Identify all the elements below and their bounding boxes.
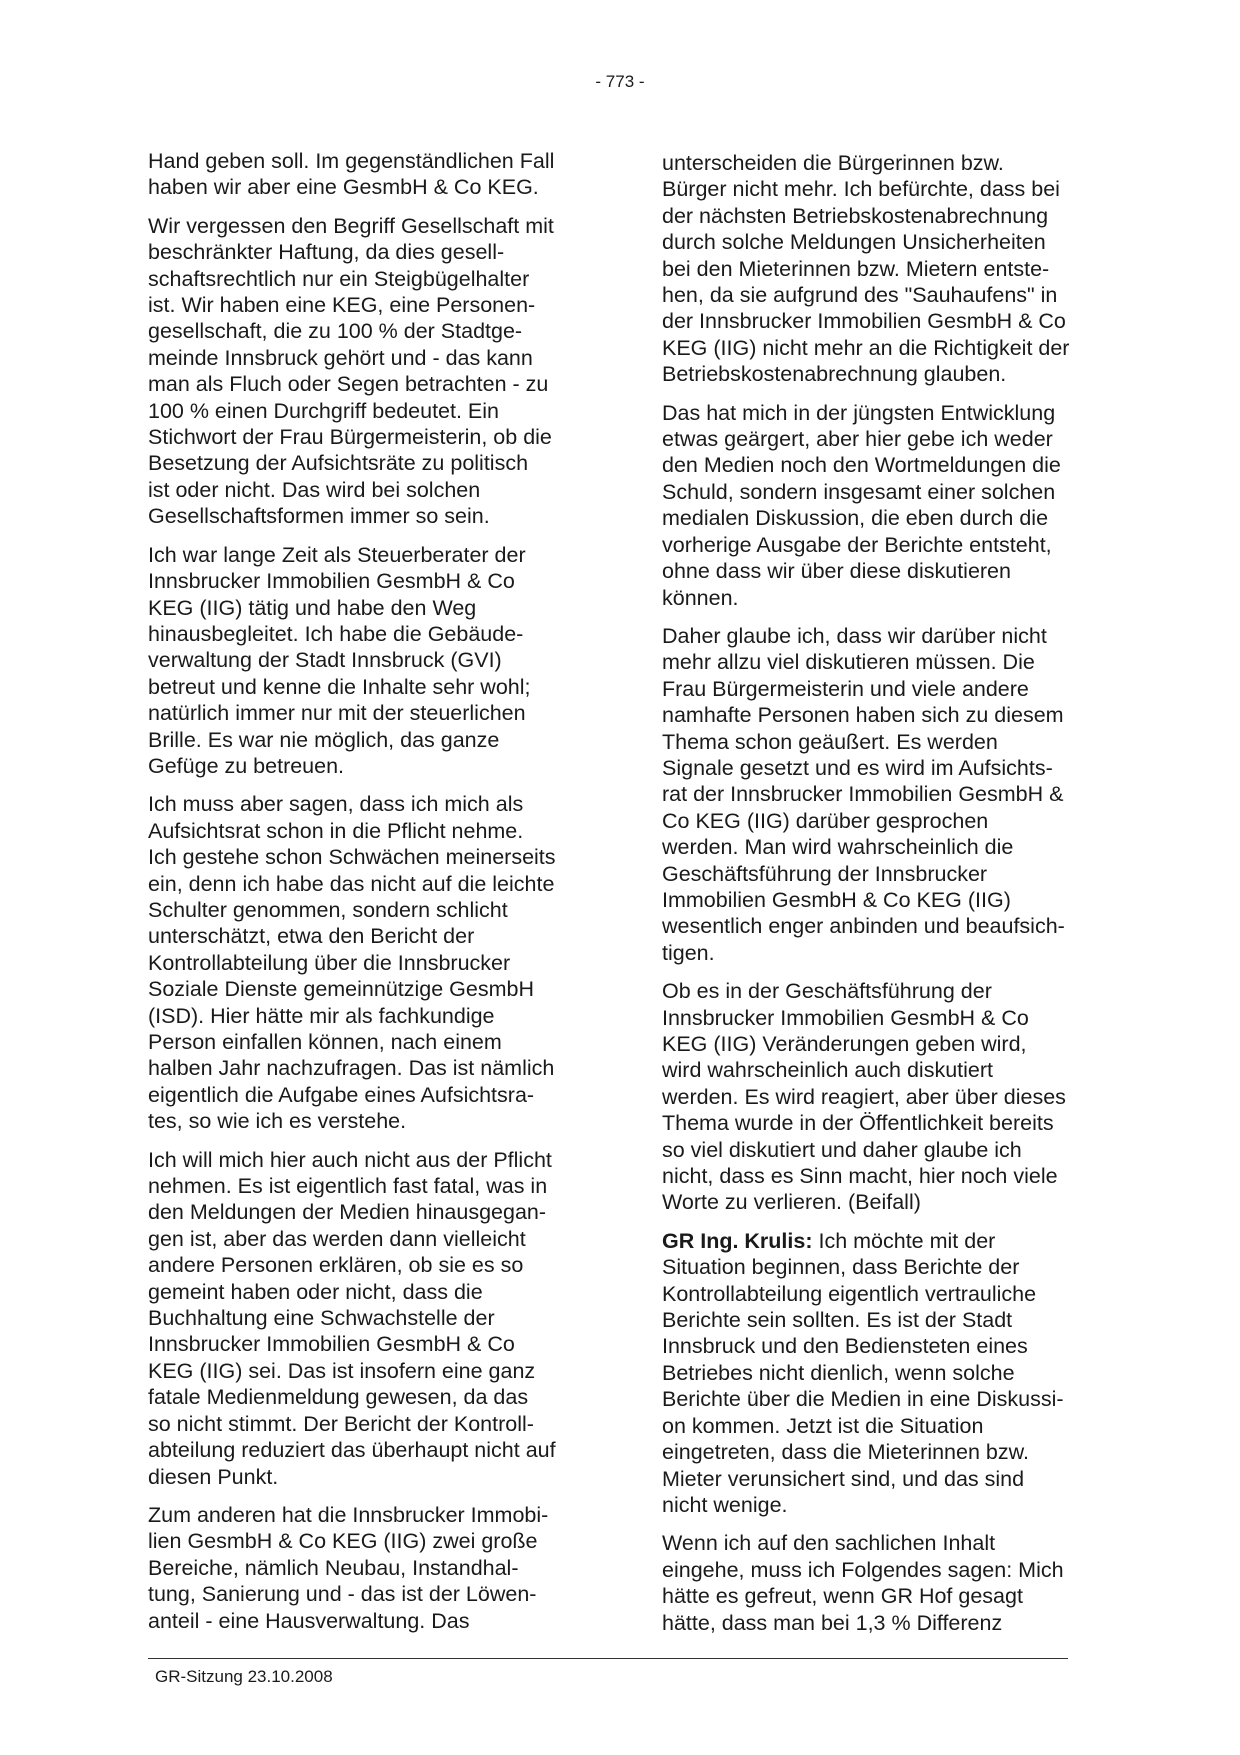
text-line: Innsbruck und den Bediensteten eines: [662, 1334, 1028, 1359]
text-line: diesen Punkt.: [148, 1464, 279, 1489]
text-line: KEG (IIG) tätig und habe den Weg: [148, 595, 477, 620]
paragraph: [662, 623, 1102, 966]
text-line: Gesellschaftsformen immer so sein.: [148, 504, 490, 529]
text-line: Soziale Dienste gemeinnützige GesmbH: [148, 977, 535, 1002]
text-line: Betriebskostenabrechnung glauben.: [662, 362, 1007, 387]
text-line: halben Jahr nachzufragen. Das ist nämlich: [148, 1056, 555, 1081]
text-line: bei den Mieterinnen bzw. Mietern entste-: [662, 256, 1050, 281]
text-line: gesellschaft, die zu 100 % der Stadtge-: [148, 319, 523, 344]
right-column: [662, 150, 1102, 1648]
text-line: Ob es in der Geschäftsführung der: [662, 979, 992, 1004]
text-line: Ich muss aber sagen, dass ich mich als: [148, 792, 524, 817]
text-line: Kontrollabteilung eigentlich vertrauliche: [662, 1281, 1037, 1306]
text-line: schaftsrechtlich nur ein Steigbügelhalter: [148, 266, 530, 291]
text-line: ohne dass wir über diese diskutieren: [662, 559, 1011, 584]
text-line: Schulter genommen, sondern schlicht: [148, 897, 508, 922]
text-line: eigentlich die Aufgabe eines Aufsichtsra-: [148, 1082, 535, 1107]
text-line: (ISD). Hier hätte mir als fachkundige: [148, 1003, 495, 1028]
text-line: hätte es gefreut, wenn GR Hof gesagt: [662, 1584, 1023, 1609]
text-line: haben wir aber eine GesmbH & Co KEG.: [148, 175, 539, 200]
text-line: KEG (IIG) nicht mehr an die Richtigkeit der: [662, 335, 1070, 360]
text-line: Wenn ich auf den sachlichen Inhalt: [662, 1531, 996, 1556]
text-line: Mieter verunsichert sind, und das sind: [662, 1466, 1025, 1491]
text-line: on kommen. Jetzt ist die Situation: [662, 1413, 984, 1438]
text-line: Stichwort der Frau Bürgermeisterin, ob die: [148, 425, 552, 450]
paragraph: [662, 1228, 1102, 1518]
text-line: Berichte sein sollten. Es ist der Stadt: [662, 1308, 1013, 1333]
text-line: fatale Medienmeldung gewesen, da das: [148, 1385, 529, 1410]
text-line: hinausbegleitet. Ich habe die Gebäude-: [148, 621, 524, 646]
text-line: Gefüge zu betreuen.: [148, 753, 345, 778]
text-line: anteil - eine Hausverwaltung. Das: [148, 1608, 470, 1633]
paragraph: [148, 791, 588, 1134]
paragraph: [148, 542, 588, 780]
text-line: Bürger nicht mehr. Ich befürchte, dass bei: [662, 177, 1060, 202]
text-line: durch solche Meldungen Unsicherheiten: [662, 230, 1046, 255]
text-line: Co KEG (IIG) darüber gesprochen: [662, 808, 989, 833]
text-line: den Meldungen der Medien hinausgegan-: [148, 1200, 547, 1225]
text-line: medialen Diskussion, die eben durch die: [662, 506, 1049, 531]
text-line: Aufsichtsrat schon in die Pflicht nehme.: [148, 818, 524, 843]
text-line: man als Fluch oder Segen betrachten - zu: [148, 372, 549, 397]
text-line: unterscheiden die Bürgerinnen bzw.: [662, 151, 1004, 175]
text-line: meinde Innsbruck gehört und - das kann: [148, 345, 533, 370]
text-line: Situation beginnen, dass Berichte der: [662, 1255, 1020, 1280]
text-line: KEG (IIG) Veränderungen geben wird,: [662, 1032, 1027, 1056]
text-line: hätte, dass man bei 1,3 % Differenz: [662, 1610, 1003, 1635]
text-line: der Innsbrucker Immobilien GesmbH & Co: [662, 309, 1066, 334]
paragraph: [148, 148, 588, 201]
text-line: ein, denn ich habe das nicht auf die leichte: [148, 871, 555, 896]
footer-text: GR-Sitzung 23.10.2008: [155, 1667, 333, 1686]
text-line: Besetzung der Aufsichtsräte zu politisch: [148, 451, 529, 476]
text-line: eingehe, muss ich Folgendes sagen: Mich: [662, 1557, 1064, 1582]
text-line: Ich gestehe schon Schwächen meinerseits: [148, 845, 556, 870]
text-line: Wir vergessen den Begriff Gesellschaft mit: [148, 213, 554, 238]
text-line: Ich möchte mit der: [812, 1228, 996, 1253]
text-line: so nicht stimmt. Der Bericht der Kontroll-: [148, 1411, 534, 1436]
page-number: - 773 -: [595, 72, 645, 91]
text-line: abteilung reduziert das überhaupt nicht auf: [148, 1438, 556, 1463]
text-line: Kontrollabteilung über die Innsbrucker: [148, 950, 511, 975]
text-line: Brille. Es war nie möglich, das ganze: [148, 727, 500, 752]
text-line: Worte zu verlieren. (Beifall): [662, 1190, 921, 1215]
text-line: rat der Innsbrucker Immobilien GesmbH &: [662, 782, 1064, 807]
text-line: können.: [662, 585, 739, 610]
text-line: ist oder nicht. Das wird bei solchen: [148, 477, 481, 502]
paragraph: [148, 213, 588, 530]
text-line: wesentlich enger anbinden und beaufsich-: [662, 914, 1065, 939]
text-line: ist. Wir haben eine KEG, eine Personen-: [148, 293, 536, 318]
text-line: Ich war lange Zeit als Steuerberater der: [148, 542, 526, 567]
text-line: Immobilien GesmbH & Co KEG (IIG): [662, 887, 1011, 912]
paragraph: [148, 1147, 588, 1490]
text-line: betreut und kenne die Inhalte sehr wohl;: [148, 674, 531, 699]
text-line: so viel diskutiert und daher glaube ich: [662, 1137, 1022, 1162]
text-line: Berichte über die Medien in eine Diskussi-: [662, 1387, 1064, 1412]
paragraph: [662, 1530, 1102, 1636]
text-line: Bereiche, nämlich Neubau, Instandhal-: [148, 1555, 519, 1580]
text-line: Ich will mich hier auch nicht aus der Pflicht: [148, 1147, 552, 1172]
text-line: namhafte Personen haben sich zu diesem: [662, 703, 1064, 728]
text-line: gen ist, aber das werden dann vielleicht: [148, 1226, 526, 1251]
text-line: unterschätzt, etwa den Bericht der: [148, 924, 475, 949]
text-line: Hand geben soll. Im gegenständlichen Fall: [148, 149, 555, 173]
paragraph: [662, 978, 1102, 1216]
text-line: Zum anderen hat die Innsbrucker Immobi-: [148, 1502, 549, 1527]
text-line: nehmen. Es ist eigentlich fast fatal, was in: [148, 1174, 548, 1199]
text-line: den Medien noch den Wortmeldungen die: [662, 453, 1061, 478]
text-line: tes, so wie ich es verstehe.: [148, 1109, 407, 1134]
text-line: nicht wenige.: [662, 1492, 788, 1517]
text-line: eingetreten, dass die Mieterinnen bzw.: [662, 1440, 1029, 1465]
text-line: KEG (IIG) sei. Das ist insofern eine ganz: [148, 1358, 536, 1383]
text-line: hen, da sie aufgrund des "Sauhaufens" in: [662, 283, 1058, 308]
paragraph: [662, 150, 1102, 388]
text-line: tigen.: [662, 940, 715, 965]
text-line: 100 % einen Durchgriff bedeutet. Ein: [148, 398, 500, 423]
speaker-name: GR Ing. Krulis:: [662, 1228, 813, 1253]
text-line: Daher glaube ich, dass wir darüber nicht: [662, 623, 1047, 648]
text-line: gemeint haben oder nicht, dass die: [148, 1279, 483, 1304]
text-line: lien GesmbH & Co KEG (IIG) zwei große: [148, 1529, 538, 1554]
text-line: Geschäftsführung der Innsbrucker: [662, 861, 988, 886]
text-line: natürlich immer nur mit der steuerlichen: [148, 701, 526, 726]
paragraph: [148, 1502, 588, 1634]
text-line: nicht, dass es Sinn macht, hier noch viele: [662, 1164, 1058, 1189]
text-line: verwaltung der Stadt Innsbruck (GVI): [148, 648, 502, 673]
text-line: mehr allzu viel diskutieren müssen. Die: [662, 650, 1035, 675]
text-line: andere Personen erklären, ob sie es so: [148, 1253, 524, 1278]
text-line: werden. Es wird reagiert, aber über dieses: [662, 1084, 1066, 1109]
left-column: [148, 148, 588, 1646]
text-line: Frau Bürgermeisterin und viele andere: [662, 676, 1029, 701]
text-line: Innsbrucker Immobilien GesmbH & Co: [148, 569, 515, 594]
text-line: Betriebes nicht dienlich, wenn solche: [662, 1360, 1015, 1385]
text-line: beschränkter Haftung, da dies gesell-: [148, 240, 505, 265]
text-line: der nächsten Betriebskostenabrechnung: [662, 203, 1049, 228]
text-line: Signale gesetzt und es wird im Aufsichts-: [662, 755, 1053, 780]
text-line: Thema wurde in der Öffentlichkeit bereits: [662, 1111, 1054, 1136]
text-line: wird wahrscheinlich auch diskutiert: [662, 1058, 994, 1083]
text-line: Person einfallen können, nach einem: [148, 1030, 502, 1054]
text-line: vorherige Ausgabe der Berichte entsteht,: [662, 532, 1052, 557]
text-line: Buchhaltung eine Schwachstelle der: [148, 1306, 495, 1331]
text-line: Thema schon geäußert. Es werden: [662, 729, 998, 754]
paragraph: [662, 400, 1102, 611]
text-line: Innsbrucker Immobilien GesmbH & Co: [662, 1005, 1029, 1030]
text-line: Schuld, sondern insgesamt einer solchen: [662, 479, 1056, 504]
text-line: Innsbrucker Immobilien GesmbH & Co: [148, 1332, 515, 1357]
text-line: werden. Man wird wahrscheinlich die: [662, 835, 1014, 860]
text-line: Das hat mich in der jüngsten Entwicklung: [662, 400, 1056, 425]
text-line: tung, Sanierung und - das ist der Löwen-: [148, 1582, 537, 1607]
text-line: etwas geärgert, aber hier gebe ich weder: [662, 427, 1053, 452]
footer-divider: [148, 1658, 1068, 1659]
